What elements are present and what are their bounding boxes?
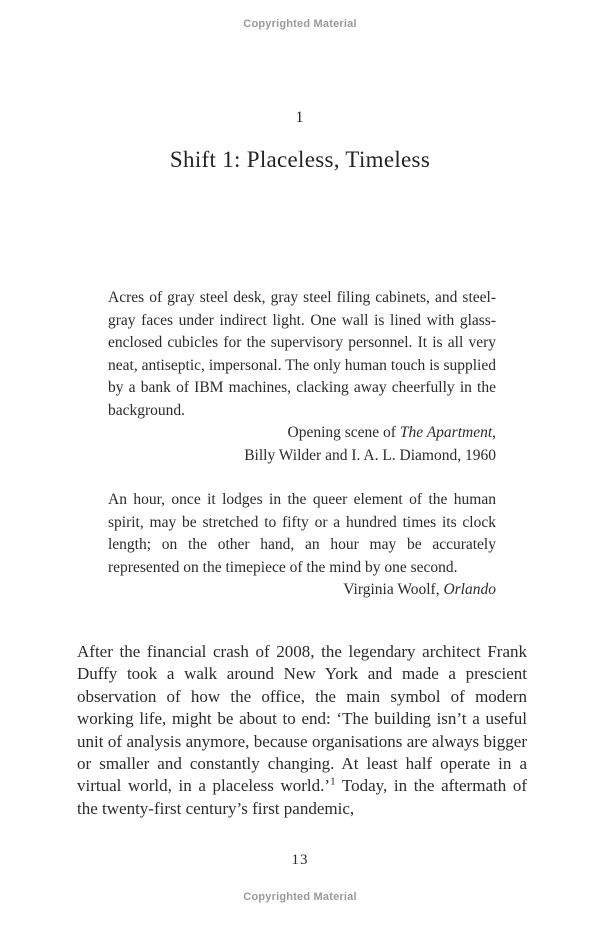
copyright-notice-bottom: Copyrighted Material [243,891,357,903]
body-text-part2: Today, in the aftermath of the twenty-first century’s first pandemic, [77,776,527,818]
epigraph-orlando-text: An hour, once it lodges in the queer element of the human spirit, may be stretched to fifty or a hundred times its clock length; on the other hand, an hour may be accurately represented on the timepiece of the mind by one second. [108,491,496,576]
work-title-orlando: Orlando [443,581,496,598]
page-number: 13 [291,852,309,868]
epigraph-apartment-text: Acres of gray steel desk, gray steel filing cabinets, and steel-gray faces under indirect light. One wall is lined with glass-enclosed cubicles for the supervisory personnel. It is all very neat, antiseptic, impersonal. The only human touch is supplied by a bank of IBM machines, clacking away cheerfully in the background. [108,289,496,419]
epigraph-apartment-attribution-line1 [108,422,496,445]
footnote-reference-1: 1 [330,775,336,788]
epigraph-apartment [108,287,496,467]
attribution-author: Virginia Woolf, [343,581,444,598]
chapter-number: 1 [295,109,305,126]
body-text-part1: After the financial crash of 2008, the legendary architect Frank Duffy took a walk around New York and made a prescient observation of how the office, the main symbol of modern working life, might be about to end: ‘The building isn’t a useful unit of analysis anymore, because organisations are always bigger or smaller and constantly changing. At least half operate in a virtual world, in a placeless world.’ [77,642,527,796]
epigraph-apartment-attribution-line2: Billy Wilder and I. A. L. Diamond, 1960 [244,446,496,464]
attribution-prefix: Opening scene of [287,424,400,441]
epigraph-orlando [108,489,496,602]
epigraph-orlando-attribution [108,579,496,602]
work-title-the-apartment: The Apartment [399,424,493,441]
attribution-suffix: , [492,424,496,441]
body-paragraph [77,641,527,820]
copyright-notice-top: Copyrighted Material [243,18,357,30]
chapter-title: Shift 1: Placeless, Timeless [169,147,431,172]
